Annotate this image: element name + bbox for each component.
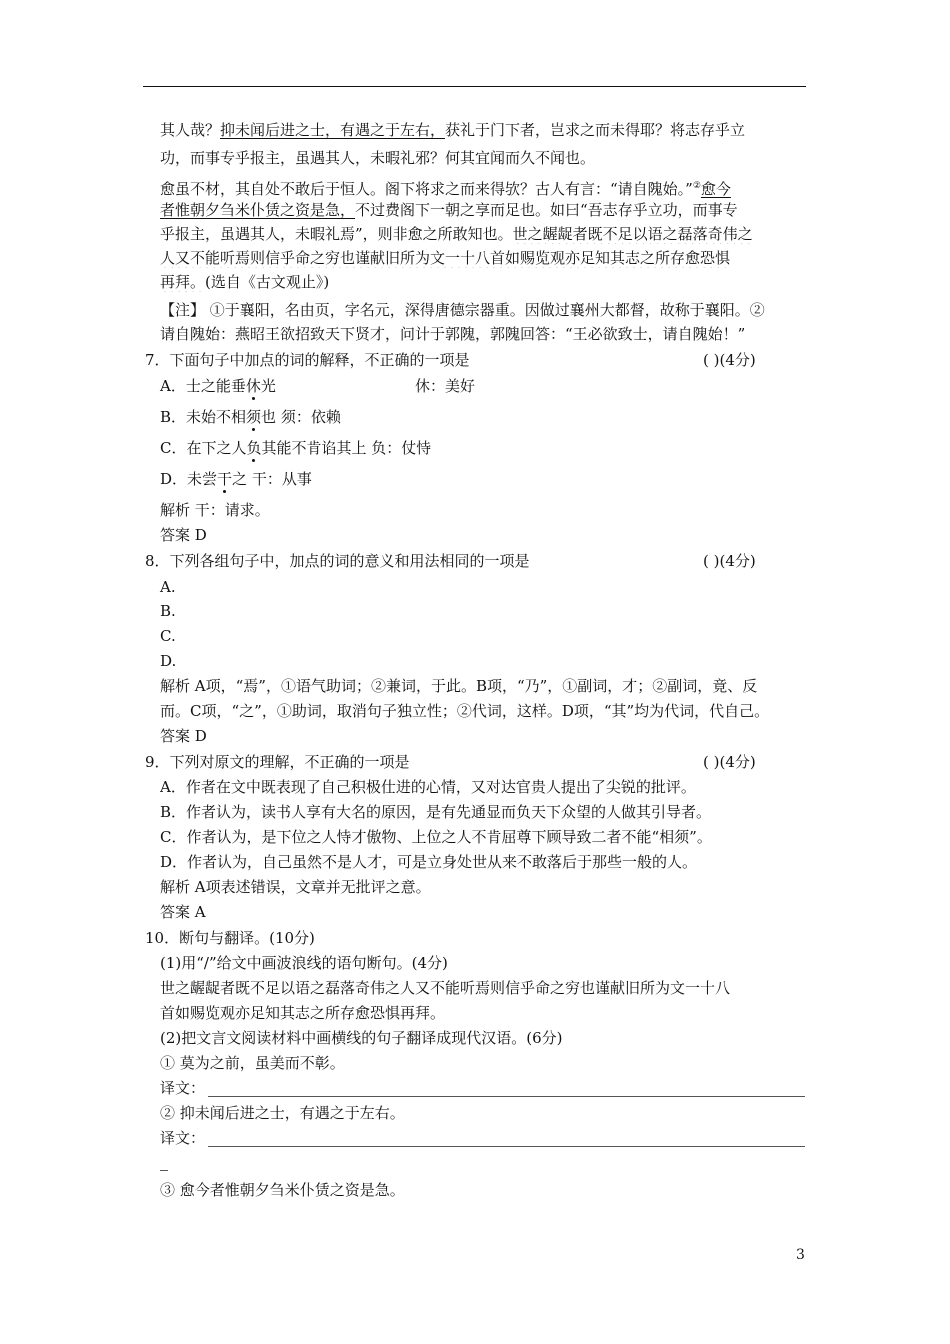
q7-stem: 7．下面句子中加点的词的解释，不正确的一项是 <box>145 351 470 369</box>
q8-option-b: B. <box>160 602 176 620</box>
q8-score: ( )(4分) <box>703 552 756 570</box>
q10-translation-label-1: 译文： <box>160 1079 206 1097</box>
option-text: B．未始不相 <box>160 408 247 426</box>
q8-option-a: A. <box>160 578 176 596</box>
q10-part-1-instruction: (1)用“/”给文中画波浪线的语句断句。(4分) <box>160 954 448 972</box>
underlined-sentence: 抑未闻后进之士，有遇之于左右， <box>220 121 446 139</box>
passage-line-7 <box>160 272 805 292</box>
option-text: D．未尝 <box>160 470 218 488</box>
q7-option-c <box>160 438 431 458</box>
translation-answer-line[interactable] <box>208 1146 805 1147</box>
q9-analysis: 解析 A项表述错误，文章并无批评之意。 <box>160 878 431 896</box>
passage-text: 不过费阁下一朝之享而足也。如曰“吾志存乎立功，而事专 <box>355 201 738 219</box>
passage-text: 乎报主，虽遇其人，未暇礼焉”，则非愈之所敢知也。 <box>160 225 513 243</box>
q10-translation-label-2: 译文： <box>160 1129 206 1147</box>
passage-text: 获礼于门下者，岂求之而未得耶？将志存乎立 <box>445 121 746 139</box>
passage-text: 愈虽不材，其自处不敢后于恒人。阁下将求之而来得欤？古人有言：“请自隗始。” <box>160 180 693 198</box>
option-text: 其能不肯谄其上 负：仗恃 <box>261 439 432 457</box>
q8-option-c: C. <box>160 627 176 645</box>
q7-option-a-gloss: 休：美好 <box>415 377 476 395</box>
option-text: 之 干：从事 <box>232 470 312 488</box>
q8-stem: 8．下列各组句子中，加点的词的意义和用法相同的一项是 <box>145 552 530 570</box>
page-number: 3 <box>796 1247 805 1263</box>
option-text: 也 须：依赖 <box>261 408 341 426</box>
note-line-2: 请自隗始：燕昭王欲招致天下贤才，问计于郭隗，郭隗回答：“王必欲致士，请自隗始！” <box>160 325 746 343</box>
q10-item-2: ② 抑未闻后进之士，有遇之于左右。 <box>160 1104 405 1122</box>
translation-answer-line[interactable] <box>208 1096 805 1097</box>
q10-stem: 10．断句与翻译。(10分) <box>145 929 315 947</box>
q9-option-b: B．作者认为，读书人享有大名的原因，是有先通显而负天下众望的人做其引导者。 <box>160 803 712 821</box>
q8-analysis-line-2: 而。C项，“之”，①助词，取消句子独立性；②代词，这样。D项，“其”均为代词，代自己。 <box>160 702 770 720</box>
q10-punctuation-text-line-1: 世之龌龊者既不足以语之磊落奇伟之人又不能听焉则信乎命之穷也谨献旧所为文一十八 <box>160 979 731 997</box>
q9-option-c: C．作者认为，是下位之人恃才傲物、上位之人不肯屈尊下顾导致二者不能“相须”。 <box>160 828 712 846</box>
q9-option-d: D．作者认为，自己虽然不是人才，可是立身处世从来不敢落后于那些一般的人。 <box>160 853 698 871</box>
passage-text: 其人哉？ <box>160 121 221 139</box>
underlined-sentence: 者惟朝夕刍米仆赁之资是急， <box>160 201 356 219</box>
q8-answer: 答案 D <box>160 727 207 745</box>
dotted-word: 休 <box>245 377 261 395</box>
q7-option-b <box>160 407 341 427</box>
passage-line-4 <box>160 200 805 220</box>
footnote-marker: ② <box>692 181 701 191</box>
q7-score: ( )(4分) <box>703 351 756 369</box>
q10-item-1: ① 莫为之前，虽美而不彰。 <box>160 1054 345 1072</box>
translation-answer-line[interactable] <box>160 1170 168 1171</box>
wavy-sentence: 世之龌龊者既不足以语之磊落奇伟之 <box>512 225 753 243</box>
dotted-word: 负 <box>246 439 262 457</box>
q9-answer: 答案 A <box>160 903 206 921</box>
q8-analysis-line-1: 解析 A项，“焉”，①语气助词；②兼词，于此。B项，“乃”，①副词，才；②副词，竟、反 <box>160 677 758 695</box>
header-rule <box>143 86 806 87</box>
passage-line-5 <box>160 224 805 244</box>
q10-punctuation-text-line-2: 首如赐览观亦足知其志之所存愈恐惧再拜。 <box>160 1004 446 1022</box>
q7-option-a <box>160 376 276 396</box>
q8-option-d: D. <box>160 652 177 670</box>
note-line-1: 【注】 ①于襄阳，名由页，字名元，深得唐德宗器重。因做过襄州大都督，故称于襄阳。② <box>160 301 765 319</box>
passage-line-3 <box>160 176 805 199</box>
dotted-word: 干 <box>217 470 233 488</box>
option-text: A．士之能垂 <box>160 377 246 395</box>
q7-answer: 答案 D <box>160 526 207 544</box>
source-citation: (选自《古文观止》) <box>205 273 330 291</box>
q9-option-a: A．作者在文中既表现了自己积极仕进的心情，又对达官贵人提出了尖锐的批评。 <box>160 778 696 796</box>
q10-part-2-instruction: (2)把文言文阅读材料中画横线的句子翻译成现代汉语。(6分) <box>160 1029 563 1047</box>
q7-option-d <box>160 469 312 489</box>
q10-item-3: ③ 愈今者惟朝夕刍米仆赁之资是急。 <box>160 1181 405 1199</box>
option-text: 光 <box>260 377 276 395</box>
passage-line-6 <box>160 248 805 268</box>
wavy-sentence: 人又不能听焉则信乎命之穷也谨献旧所为文一十八首如赐览观亦足知其志之所存愈恐惧 <box>160 249 731 267</box>
q9-score: ( )(4分) <box>703 753 756 771</box>
q7-analysis: 解析 干：请求。 <box>160 501 270 519</box>
passage-line-2: 功，而事专乎报主，虽遇其人，未暇礼邪？何其宜闻而久不闻也。 <box>160 149 596 167</box>
wavy-sentence: 再拜。 <box>160 273 206 291</box>
dotted-word: 须 <box>246 408 262 426</box>
underlined-sentence: 愈今 <box>700 180 731 198</box>
passage-line-1 <box>160 120 805 140</box>
option-text: C．在下之人 <box>160 439 247 457</box>
q9-stem: 9．下列对原文的理解，不正确的一项是 <box>145 753 410 771</box>
